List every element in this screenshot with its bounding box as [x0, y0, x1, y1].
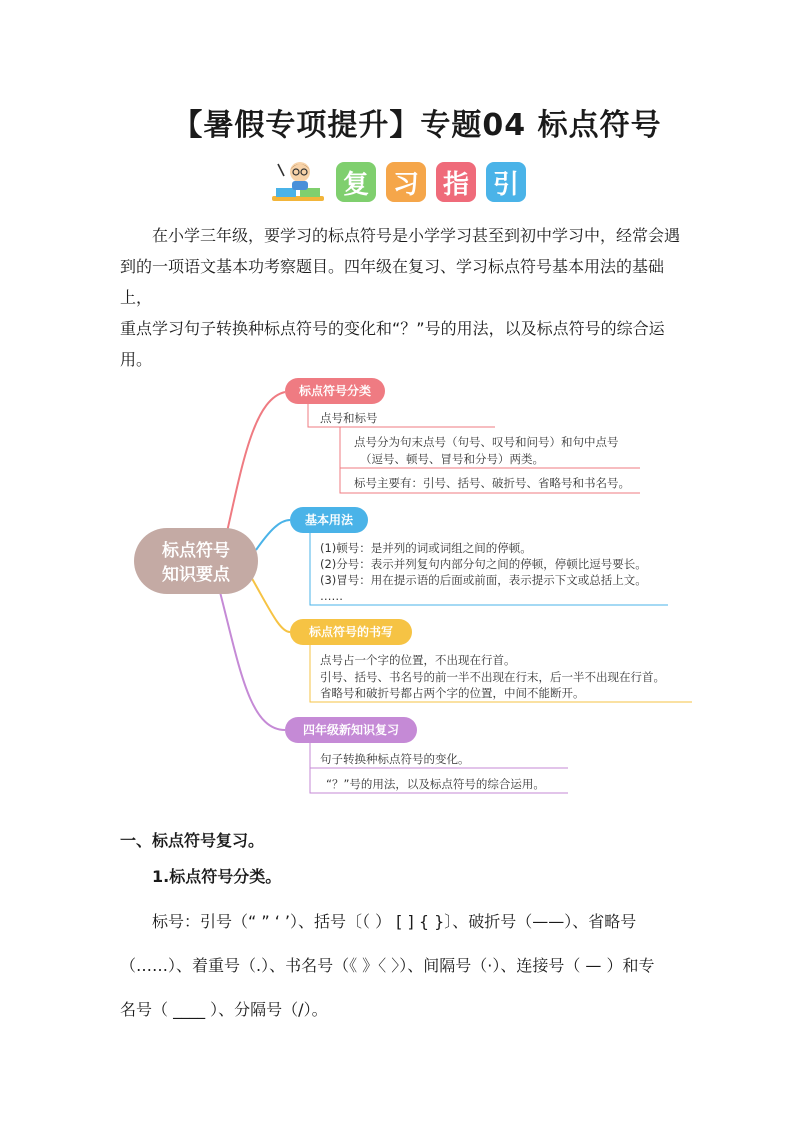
mindmap-item: 句子转换种标点符号的变化。 — [320, 752, 470, 766]
body-line: （……）、着重号（.）、书名号（《 》〈 〉）、间隔号（·）、连接号（ — ）和专 — [120, 956, 655, 975]
mindmap-item: “？”号的用法，以及标点符号的综合运用。 — [326, 777, 545, 791]
branch-connector — [220, 592, 285, 730]
center-label: 标点符号 — [162, 541, 230, 561]
guide-tile-fu: 复 — [336, 162, 376, 202]
branch-label: 基本用法 — [304, 513, 354, 527]
mindmap-item: （逗号、顿号、冒号和分号）两类。 — [360, 452, 544, 466]
subsection-heading: 1.标点符号分类。 — [152, 867, 282, 886]
guide-tile-zhi: 指 — [436, 162, 476, 202]
mindmap-item: …… — [320, 589, 343, 603]
mindmap-item: 省略号和破折号都占两个字的位置，中间不能断开。 — [320, 686, 585, 700]
mindmap-item: 点号分为句末点号（句号、叹号和问号）和句中点号 — [354, 435, 619, 449]
branch-label: 四年级新知识复习 — [302, 723, 400, 737]
mindmap-item: 引号、括号、书名号的前一半不出现在行末，后一半不出现在行首。 — [320, 670, 665, 684]
mindmap-item: (3)冒号：用在提示语的后面或前面，表示提示下文或总括上文。 — [320, 573, 647, 587]
branch-label: 标点符号分类 — [298, 384, 372, 398]
mind-map — [120, 370, 700, 800]
branch-label: 标点符号的书写 — [308, 625, 394, 639]
mindmap-item: 点号和标号 — [320, 411, 378, 425]
body-line: 名号（ ____ ）、分隔号（/）。 — [120, 1000, 328, 1019]
branch-connector — [250, 575, 290, 632]
body-line: 标号：引号（“ ” ‘ ’）、括号〔（ ） [ ] { }〕、破折号（——）、省略号 — [152, 912, 637, 931]
mindmap-item: (1)顿号：是并列的词或词组之间的停顿。 — [320, 541, 532, 555]
intro-line: 到的一项语文基本功考察题目。四年级在复习、学习标点符号基本用法的基础上， — [120, 257, 665, 307]
guide-tile-xi: 习 — [386, 162, 426, 202]
guide-tile-yin: 引 — [486, 162, 526, 202]
intro-line: 用。 — [120, 350, 153, 369]
section-heading: 一、标点符号复习。 — [120, 831, 265, 850]
intro-line: 重点学习句子转换种标点符号的变化和“？”号的用法，以及标点符号的综合运 — [120, 319, 665, 338]
mindmap-item: 标号主要有：引号、括号、破折号、省略号和书名号。 — [354, 476, 630, 490]
branch-connector — [256, 520, 290, 550]
mindmap-item: 点号占一个字的位置，不出现在行首。 — [320, 653, 516, 667]
punctuation-list — [120, 900, 680, 1032]
mindmap-item: (2)分号：表示并列复句内部分句之间的停顿，停顿比逗号要长。 — [320, 557, 647, 571]
review-guide-banner — [270, 158, 526, 206]
intro-line: 在小学三年级，要学习的标点符号是小学学习甚至到初中学习中，经常会遇 — [152, 226, 681, 245]
student-reading-icon — [270, 158, 326, 206]
intro-paragraph — [120, 220, 680, 375]
page-title: 【暑假专项提升】专题04 标点符号 — [172, 108, 662, 143]
center-label: 知识要点 — [162, 565, 230, 585]
